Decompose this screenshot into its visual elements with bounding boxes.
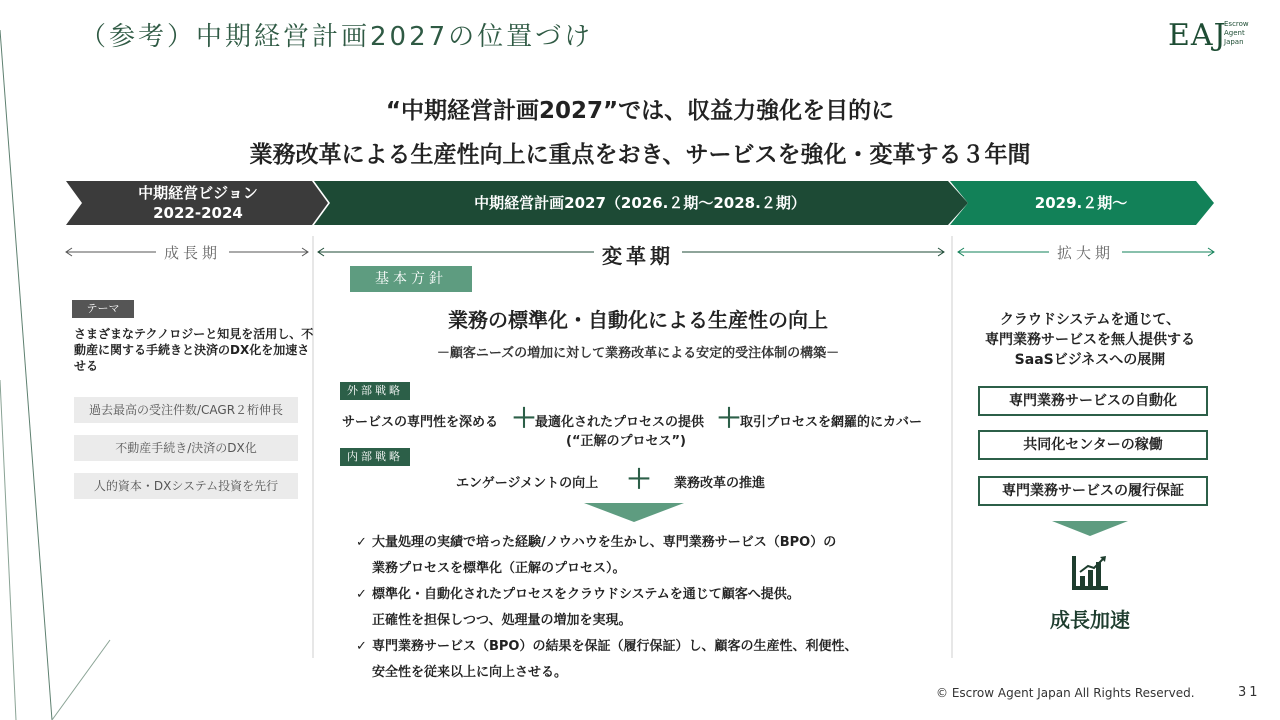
policy-badge: 基本方針 — [350, 266, 472, 292]
center-subtitle: －顧客ニーズの増加に対して業務改革による安定的受注体制の構築－ — [436, 346, 840, 361]
external-note: (“正解のプロセス”) — [566, 434, 686, 449]
copyright: © Escrow Agent Japan All Rights Reserved. — [936, 686, 1195, 700]
growth-acceleration-label: 成長加速 — [1050, 608, 1130, 632]
external-item: サービスの専門性を深める — [342, 415, 499, 430]
theme-badge: テーマ — [72, 300, 134, 318]
center-down-arrow — [584, 503, 684, 522]
check-item: ✓ 標準化・自動化されたプロセスをクラウドシステムを通じて顧客へ提供。 正確性を担保しつつ、処理量の増加を実現。 — [356, 582, 936, 634]
external-strategy-badge: 外部戦略 — [340, 382, 410, 400]
phase-vision-label: 中期経営ビジョン 2022-2024 — [138, 184, 258, 222]
check-item: ✓ 大量処理の実績で培った経験/ノウハウを生かし、専門業務サービス（BPO）の 業務プロセスを標準化（正解のプロセス）。 — [356, 530, 936, 582]
internal-item: エンゲージメントの向上 — [456, 476, 599, 491]
center-title: 業務の標準化・自動化による生産性の向上 — [448, 308, 828, 332]
expansion-heading: クラウドシステムを通じて、 専門業務サービスを無人提供する SaaSビジネスへの展開 — [985, 312, 1195, 368]
left-item: 人的資本・DXシステム投資を先行 — [74, 473, 298, 499]
logo-subtext: Escrow Agent Japan — [1224, 20, 1249, 46]
page-title: （参考）中期経営計画2027の位置づけ — [80, 22, 594, 52]
service-box: 専門業務サービスの履行保証 — [978, 476, 1208, 506]
headline-line1: “中期経営計画2027”では、収益力強化を目的に — [385, 98, 895, 124]
service-box: 共同化センターの稼働 — [978, 430, 1208, 460]
check-icon: ✓ — [356, 535, 367, 550]
plus-icon: ＋ — [626, 465, 653, 495]
check-item: ✓ 専門業務サービス（BPO）の結果を保証（履行保証）し、顧客の生産性、利便性、 安全性を従来以上に向上させる。 — [356, 634, 936, 686]
check-icon: ✓ — [356, 587, 367, 602]
right-down-arrow — [1052, 521, 1128, 536]
plus-icon: ＋ — [716, 404, 743, 434]
headline-line2: 業務改革による生産性向上に重点をおき、サービスを強化・変革する３年間 — [249, 142, 1031, 168]
period-reform-label: 変革期 — [594, 240, 682, 269]
bar-chart-up-icon — [1070, 554, 1110, 594]
left-item: 過去最高の受注件数/CAGR２桁伸長 — [74, 397, 298, 423]
service-box: 専門業務サービスの自動化 — [978, 386, 1208, 416]
external-item: 取引プロセスを網羅的にカバー — [740, 415, 923, 430]
logo-mark: EAJ — [1168, 18, 1227, 53]
plus-icon: ＋ — [511, 404, 538, 434]
external-item: 最適化されたプロセスの提供 — [535, 415, 705, 430]
page-number: 31 — [1238, 685, 1261, 700]
internal-strategy-badge: 内部戦略 — [340, 448, 410, 466]
period-expansion-label: 拡大期 — [1049, 242, 1122, 263]
phase-plan-label: 中期経営計画2027（2026.２期～2028.２期） — [474, 194, 806, 212]
left-item: 不動産手続き/決済のDX化 — [74, 435, 298, 461]
check-icon: ✓ — [356, 639, 367, 654]
period-growth-label: 成長期 — [156, 242, 229, 263]
theme-text: さまざまなテクノロジーと知見を活用し、不動産に関する手続きと決済のDX化を加速させる — [74, 327, 314, 373]
internal-item: 業務改革の推進 — [674, 476, 766, 491]
phase-future-label: 2029.２期～ — [1034, 194, 1128, 212]
